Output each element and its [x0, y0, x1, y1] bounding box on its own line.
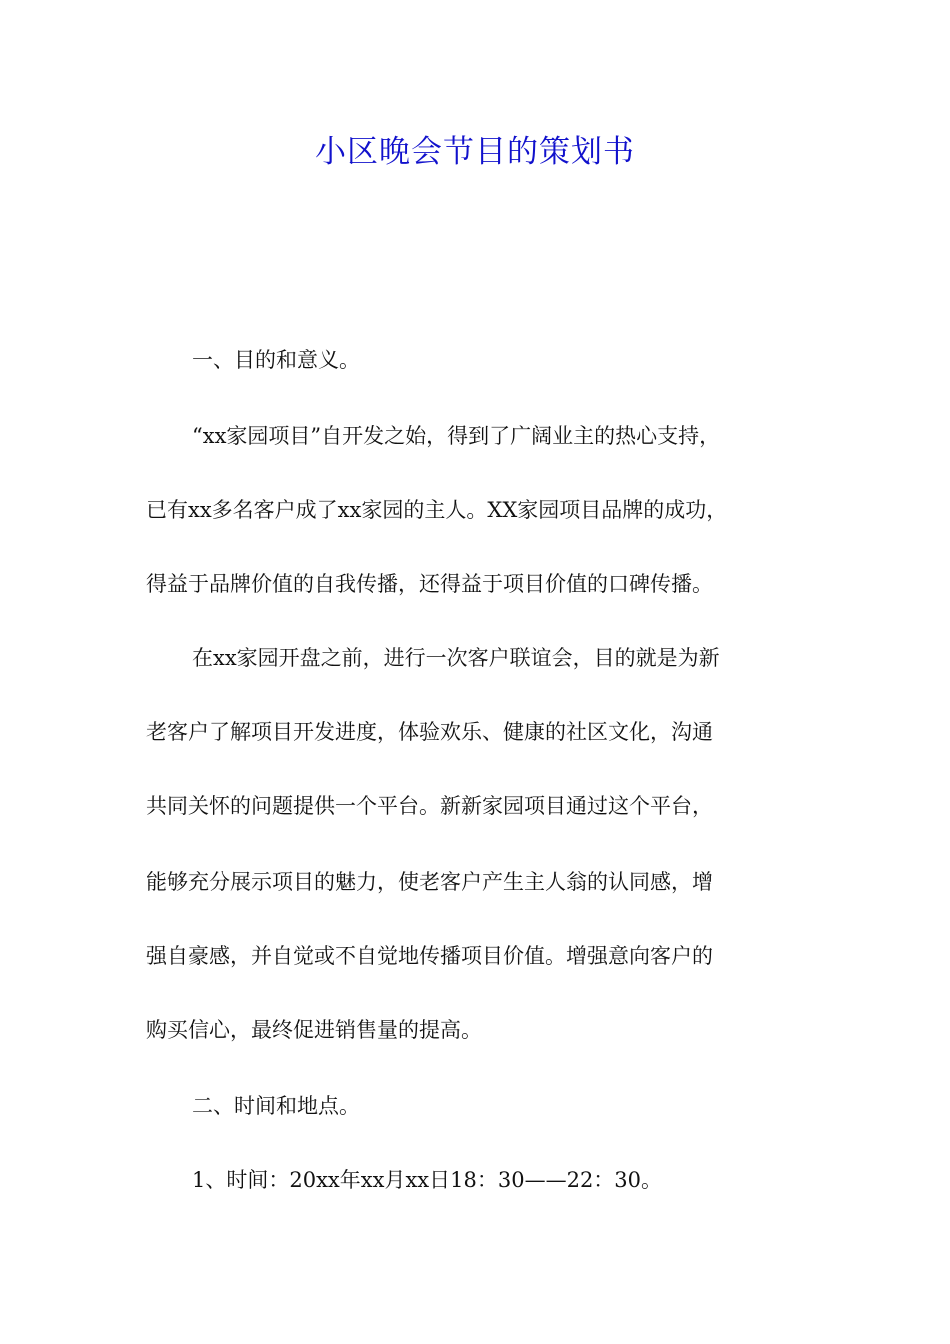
section-heading-time-place: 二、时间和地点。: [192, 1094, 360, 1118]
section-heading-purpose: 一、目的和意义。: [192, 348, 360, 372]
document-title: 小区晚会节目的策划书: [315, 134, 635, 170]
paragraph-line: 强自豪感，并自觉或不自觉地传播项目价值。增强意向客户的: [146, 944, 713, 968]
paragraph-line: 购买信心，最终促进销售量的提高。: [146, 1018, 482, 1042]
paragraph-line: 得益于品牌价值的自我传播，还得益于项目价值的口碑传播。: [146, 572, 713, 596]
paragraph-line: 在xx家园开盘之前，进行一次客户联谊会，目的就是为新: [192, 646, 720, 670]
paragraph-line: 能够充分展示项目的魅力，使老客户产生主人翁的认同感，增: [146, 870, 713, 894]
paragraph-line: 老客户了解项目开发进度，体验欢乐、健康的社区文化，沟通: [146, 720, 713, 744]
time-line: 1、时间：20xx年xx月xx日18：30——22：30。: [192, 1168, 663, 1192]
paragraph-line: 已有xx多名客户成了xx家园的主人。XX家园项目品牌的成功，: [146, 498, 728, 522]
paragraph-line: 共同关怀的问题提供一个平台。新新家园项目通过这个平台，: [146, 794, 713, 818]
paragraph-line: “xx家园项目”自开发之始，得到了广阔业主的热心支持，: [192, 424, 721, 448]
